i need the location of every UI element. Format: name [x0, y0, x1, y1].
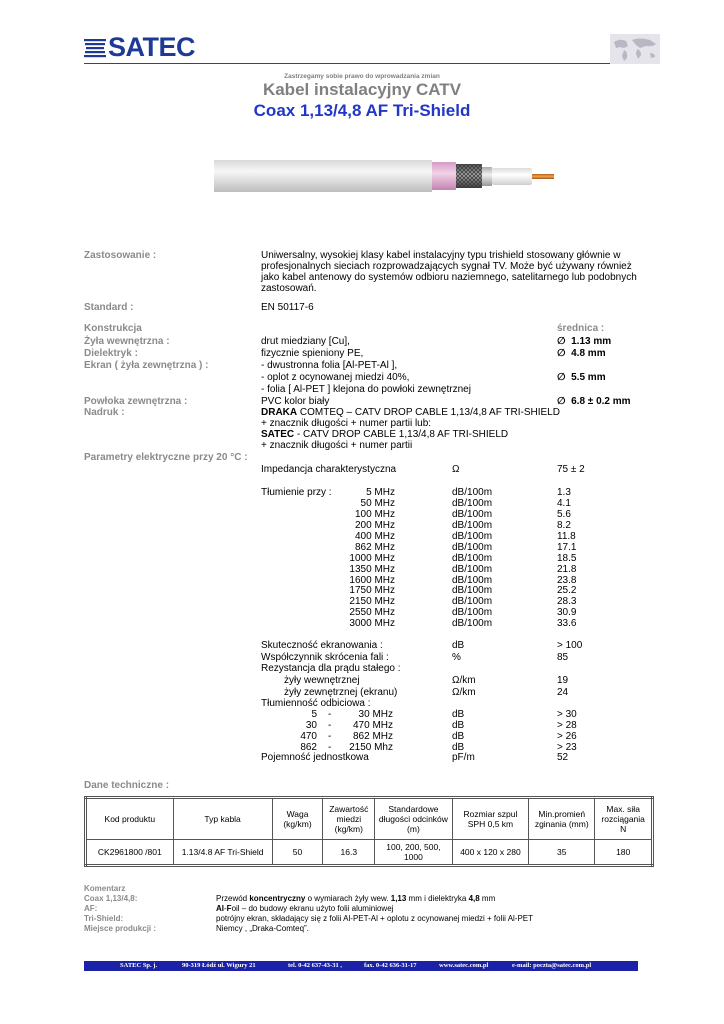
coax-comment — [216, 894, 495, 903]
powloka-diameter — [557, 396, 631, 407]
attenuation-row — [300, 520, 620, 531]
table-header-cell: Min.promień zginania (mm) — [529, 798, 595, 840]
srednica-label: średnica : — [557, 323, 605, 334]
text-fragment: mm i dielektryka — [406, 894, 469, 903]
return-loss-to: 30 MHz — [358, 709, 393, 720]
attenuation-unit: dB/100m — [452, 541, 493, 553]
wspolczynnik-label: Współczynnik skrócenia fali : — [261, 652, 389, 663]
return-loss-value: > 30 — [557, 709, 577, 720]
nadruk-line-1-rest: COMTEQ – CATV DROP CABLE 1,13/4,8 AF TRI-SHIELD — [297, 407, 560, 418]
text-fragment: - — [224, 904, 227, 913]
attenuation-frequency: 2150 MHz — [349, 596, 395, 608]
rez-wew-value: 19 — [557, 675, 569, 686]
table-cell: 50 — [272, 840, 323, 866]
zyla-diameter-value: 1.13 mm — [571, 336, 612, 347]
attenuation-value: 18.5 — [557, 552, 577, 564]
zastosowanie-line: jako kabel antenowy do systemów odbioru naziemnego, satelitarnego lub podobnych — [261, 272, 637, 283]
table-header-row — [86, 798, 653, 840]
attenuation-frequency: 1350 MHz — [349, 563, 395, 575]
attenuation-frequency: 2550 MHz — [349, 607, 395, 619]
return-loss-unit: dB — [452, 741, 465, 753]
table-cell: CK2961800 /801 — [86, 840, 174, 866]
header-rule — [84, 63, 634, 64]
attenuation-frequency: 1600 MHz — [349, 574, 395, 586]
text-fragment: mm — [479, 894, 496, 903]
zyla-diameter — [557, 336, 611, 347]
attenuation-value: 5.6 — [557, 508, 571, 520]
ekran-diameter-value: 5.5 mm — [571, 372, 606, 383]
text-fragment: oil – do budowy ekranu użyto folii aluminiowej — [231, 904, 394, 913]
komentarz-label: Komentarz — [84, 884, 126, 893]
footer-email-link[interactable]: e-mail: poczta@satec.com.pl — [512, 962, 592, 969]
return-loss-dash: - — [328, 741, 332, 753]
attenuation-frequency: 862 MHz — [354, 541, 395, 553]
return-loss-unit: dB — [452, 730, 465, 742]
attenuation-value: 30.9 — [557, 607, 577, 619]
rez-zew-unit: Ω/km — [452, 687, 476, 698]
attenuation-row — [300, 596, 620, 607]
attenuation-unit: dB/100m — [452, 585, 493, 597]
coax-label: Coax 1,13/4,8: — [84, 894, 138, 903]
table-cell: 16.3 — [323, 840, 375, 866]
table-cell: 400 x 120 x 280 — [452, 840, 528, 866]
return-loss-from: 5 — [311, 709, 317, 720]
attenuation-frequency: 1000 MHz — [349, 552, 395, 564]
miejsce-label: Miejsce produkcji : — [84, 924, 157, 933]
attenuation-frequency: 3000 MHz — [349, 618, 395, 630]
nadruk-line-4: + znacznik długości + numer partii — [261, 440, 413, 451]
attenuation-value: 8.2 — [557, 519, 571, 531]
attenuation-value: 25.2 — [557, 585, 577, 597]
attenuation-unit: dB/100m — [452, 530, 493, 542]
table-header-cell: Zawartość miedzi (kg/km) — [323, 798, 375, 840]
dielektryk-label: Dielektryk : — [84, 348, 138, 359]
return-loss-from: 470 — [300, 730, 317, 742]
tlumienie-label: Tłumienie przy : — [261, 487, 332, 498]
miejsce-value: Niemcy , „Draka-Comteq”. — [216, 924, 309, 933]
return-loss-from: 30 — [305, 719, 317, 731]
attenuation-value: 11.8 — [557, 530, 576, 542]
nadruk-text — [261, 407, 560, 451]
nadruk-line-1 — [261, 407, 560, 418]
zastosowanie-line: profesjonalnych sieciach rozprowadzających sygnał TV. Może być używany również — [261, 261, 632, 272]
attenuation-frequency: 50 MHz — [360, 497, 395, 509]
return-loss-row — [280, 709, 600, 720]
footer-www-link[interactable]: www.satec.com.pl — [439, 962, 489, 969]
return-loss-dash: - — [328, 709, 332, 720]
text-bold: Al — [216, 904, 224, 913]
return-loss-to: 862 MHz — [352, 730, 393, 742]
product-table — [84, 796, 654, 867]
impedancja-label: Impedancja charakterystyczna — [261, 464, 397, 475]
table-header-cell: Standardowe długości odcinków (m) — [375, 798, 453, 840]
attenuation-unit: dB/100m — [452, 596, 493, 608]
footer-company: SATEC Sp. j. — [120, 962, 158, 969]
text-bold: koncentryczny — [249, 894, 306, 903]
text-bold: 1,13 — [390, 894, 407, 903]
attenuation-row — [300, 607, 620, 618]
diameter-icon: ∅ — [557, 336, 572, 347]
text-bold: F — [226, 904, 232, 913]
attenuation-row — [300, 575, 620, 586]
return-loss-unit: dB — [452, 709, 465, 720]
text-bold: 4,8 — [468, 894, 480, 903]
attenuation-row — [300, 498, 620, 509]
nadruk-line-3-rest: - CATV DROP CABLE 1,13/4,8 AF TRI-SHIELD — [294, 429, 509, 440]
ekran-list — [261, 360, 471, 396]
attenuation-unit: dB/100m — [452, 574, 493, 586]
konstrukcja-label: Konstrukcja — [84, 323, 142, 334]
table-cell: 1.13/4.8 AF Tri-Shield — [173, 840, 272, 866]
ekran-line: - oplot z ocynowanej miedzi 40%, — [261, 372, 410, 383]
return-loss-row — [280, 731, 600, 742]
rez-wew-label: żyły wewnętrznej — [284, 675, 360, 686]
attenuation-value: 33.6 — [557, 618, 577, 630]
zastosowanie-text — [261, 250, 637, 294]
attenuation-frequency: 1750 MHz — [349, 585, 395, 597]
dielektryk-diameter — [557, 348, 606, 359]
return-loss-from: 862 — [300, 741, 317, 753]
ekran-diameter — [557, 372, 606, 383]
attenuation-unit: dB/100m — [452, 607, 493, 619]
attenuation-row — [300, 531, 620, 542]
zastosowanie-line: Uniwersalny, wysokiej klasy kabel instalacyjny typu trishield stosowany głównie w — [261, 250, 621, 261]
tri-comment: potrójny ekran, składający się z folii Al-PET-Al + oplotu z ocynowanej miedzi + folii Al-PET — [216, 914, 534, 923]
skutecznosc-label: Skuteczność ekranowania : — [261, 640, 383, 651]
ekran-label: Ekran ( żyła zewnętrzna ) : — [84, 360, 209, 371]
zastosowanie-line: zastosowań. — [261, 283, 317, 294]
attenuation-unit: dB/100m — [452, 497, 493, 509]
attenuation-value: 17.1 — [557, 541, 577, 553]
attenuation-value: 23.8 — [557, 574, 577, 586]
wspolczynnik-unit: % — [452, 652, 461, 663]
zyla-value: drut miedziany [Cu], — [261, 336, 350, 347]
ekran-line: - dwustronna folia [Al-PET-Al ], — [261, 360, 398, 371]
dane-label: Dane techniczne : — [84, 780, 170, 791]
tri-label: Tri-Shield: — [84, 914, 124, 923]
attenuation-value: 1.3 — [557, 487, 571, 498]
nadruk-line-3 — [261, 429, 560, 440]
world-map-icon — [610, 34, 660, 64]
dielektryk-value: fizycznie spieniony PE, — [261, 348, 364, 359]
coax-cable-image — [214, 160, 554, 194]
return-loss-value: > 28 — [557, 719, 577, 731]
attenuation-unit: dB/100m — [452, 519, 493, 531]
rezystancja-label: Rezystancja dla prądu stałego : — [261, 663, 401, 674]
attenuation-row — [300, 542, 620, 553]
footer-fax: fax. 0-42 636-31-17 — [364, 962, 417, 969]
attenuation-row — [300, 564, 620, 575]
footer-bar — [84, 961, 638, 971]
skutecznosc-value: > 100 — [557, 640, 583, 651]
wspolczynnik-value: 85 — [557, 652, 569, 663]
attenuation-row — [300, 585, 620, 596]
nadruk-line-2: + znacznik długości + numer partii lub: — [261, 418, 432, 429]
powloka-label: Powłoka zewnętrzna : — [84, 396, 188, 407]
table-header-cell: Waga (kg/km) — [272, 798, 323, 840]
nadruk-label: Nadruk : — [84, 407, 125, 418]
return-loss-to: 2150 Mhz — [349, 741, 393, 753]
pojemnosc-unit: pF/m — [452, 752, 475, 763]
af-label: AF: — [84, 904, 98, 913]
return-loss-value: > 23 — [557, 741, 577, 753]
page-title: Kabel instalacyjny CATV — [262, 80, 462, 99]
attenuation-value: 28.3 — [557, 596, 577, 608]
return-loss-list — [280, 709, 600, 753]
attenuation-unit: dB/100m — [452, 552, 493, 564]
attenuation-row — [300, 509, 620, 520]
impedancja-unit: Ω — [452, 464, 460, 475]
attenuation-list — [300, 487, 620, 629]
attenuation-frequency: 200 MHz — [354, 519, 395, 531]
rez-zew-label: żyły zewnętrznej (ekranu) — [284, 687, 398, 698]
return-loss-unit: dB — [452, 719, 465, 731]
return-loss-value: > 26 — [557, 730, 577, 742]
attenuation-frequency: 400 MHz — [354, 530, 395, 542]
powloka-value: PVC kolor biały — [261, 396, 330, 407]
diameter-icon: ∅ — [557, 372, 572, 383]
impedancja-value: 75 ± 2 — [557, 464, 585, 475]
ekran-line: - folia [ Al-PET ] klejona do powłoki zewnętrznej — [261, 384, 471, 395]
nadruk-brand-satec: SATEC — [261, 429, 295, 440]
table-header-cell: Max. siła rozciągania N — [595, 798, 653, 840]
table-header-cell: Rozmiar szpul SPH 0,5 km — [452, 798, 528, 840]
table-cell: 100, 200, 500, 1000 — [375, 840, 453, 866]
attenuation-frequency: 5 MHz — [366, 487, 395, 498]
diameter-icon: ∅ — [557, 348, 572, 359]
reserved-note: Zastrzegamy sobie prawo do wprowadzania zmian — [284, 73, 440, 80]
standard-value: EN 50117-6 — [261, 302, 314, 313]
table-header-cell: Typ kabla — [173, 798, 272, 840]
rez-zew-value: 24 — [557, 687, 569, 698]
table-row — [86, 840, 653, 866]
attenuation-row — [300, 618, 620, 629]
zyla-label: Żyła wewnętrzna : — [84, 336, 170, 347]
zastosowanie-label: Zastosowanie : — [84, 250, 157, 261]
attenuation-unit: dB/100m — [452, 563, 493, 575]
attenuation-unit: dB/100m — [452, 618, 493, 630]
tlumiennosc-label: Tłumienność odbiciowa : — [261, 698, 371, 709]
diameter-icon: ∅ — [557, 396, 572, 407]
attenuation-frequency: 100 MHz — [354, 508, 395, 520]
return-loss-dash: - — [328, 719, 332, 731]
footer-address: 90-319 Łódź ul. Wigury 21 — [182, 962, 256, 969]
attenuation-unit: dB/100m — [452, 508, 493, 520]
attenuation-value: 4.1 — [557, 497, 571, 509]
text-fragment: o wymiarach żyły wew. — [305, 894, 391, 903]
skutecznosc-unit: dB — [452, 640, 465, 651]
return-loss-to: 470 MHz — [352, 719, 393, 731]
return-loss-row — [280, 742, 600, 753]
footer-tel: tel. 0-42 637-43-31 , — [288, 962, 342, 969]
table-header-cell: Kod produktu — [86, 798, 174, 840]
parametry-label: Parametry elektryczne przy 20 °C : — [84, 452, 248, 463]
table-cell: 35 — [529, 840, 595, 866]
return-loss-dash: - — [328, 730, 332, 742]
text-fragment: Przewód — [216, 894, 250, 903]
pojemnosc-value: 52 — [557, 752, 569, 763]
dielektryk-diameter-value: 4.8 mm — [571, 348, 606, 359]
nadruk-brand-draka: DRAKA — [261, 407, 298, 418]
return-loss-row — [280, 720, 600, 731]
attenuation-row — [300, 487, 620, 498]
attenuation-value: 21.8 — [557, 563, 577, 575]
af-comment — [216, 904, 393, 913]
standard-label: Standard : — [84, 302, 134, 313]
table-cell: 180 — [595, 840, 653, 866]
product-title: Coax 1,13/4,8 AF Tri-Shield — [253, 101, 471, 120]
pojemnosc-label: Pojemność jednostkowa — [261, 752, 369, 763]
powloka-diameter-value: 6.8 ± 0.2 mm — [571, 396, 631, 407]
rez-wew-unit: Ω/km — [452, 675, 476, 686]
attenuation-unit: dB/100m — [452, 487, 493, 498]
satec-logo-text: SATEC — [108, 32, 196, 62]
attenuation-row — [300, 553, 620, 564]
